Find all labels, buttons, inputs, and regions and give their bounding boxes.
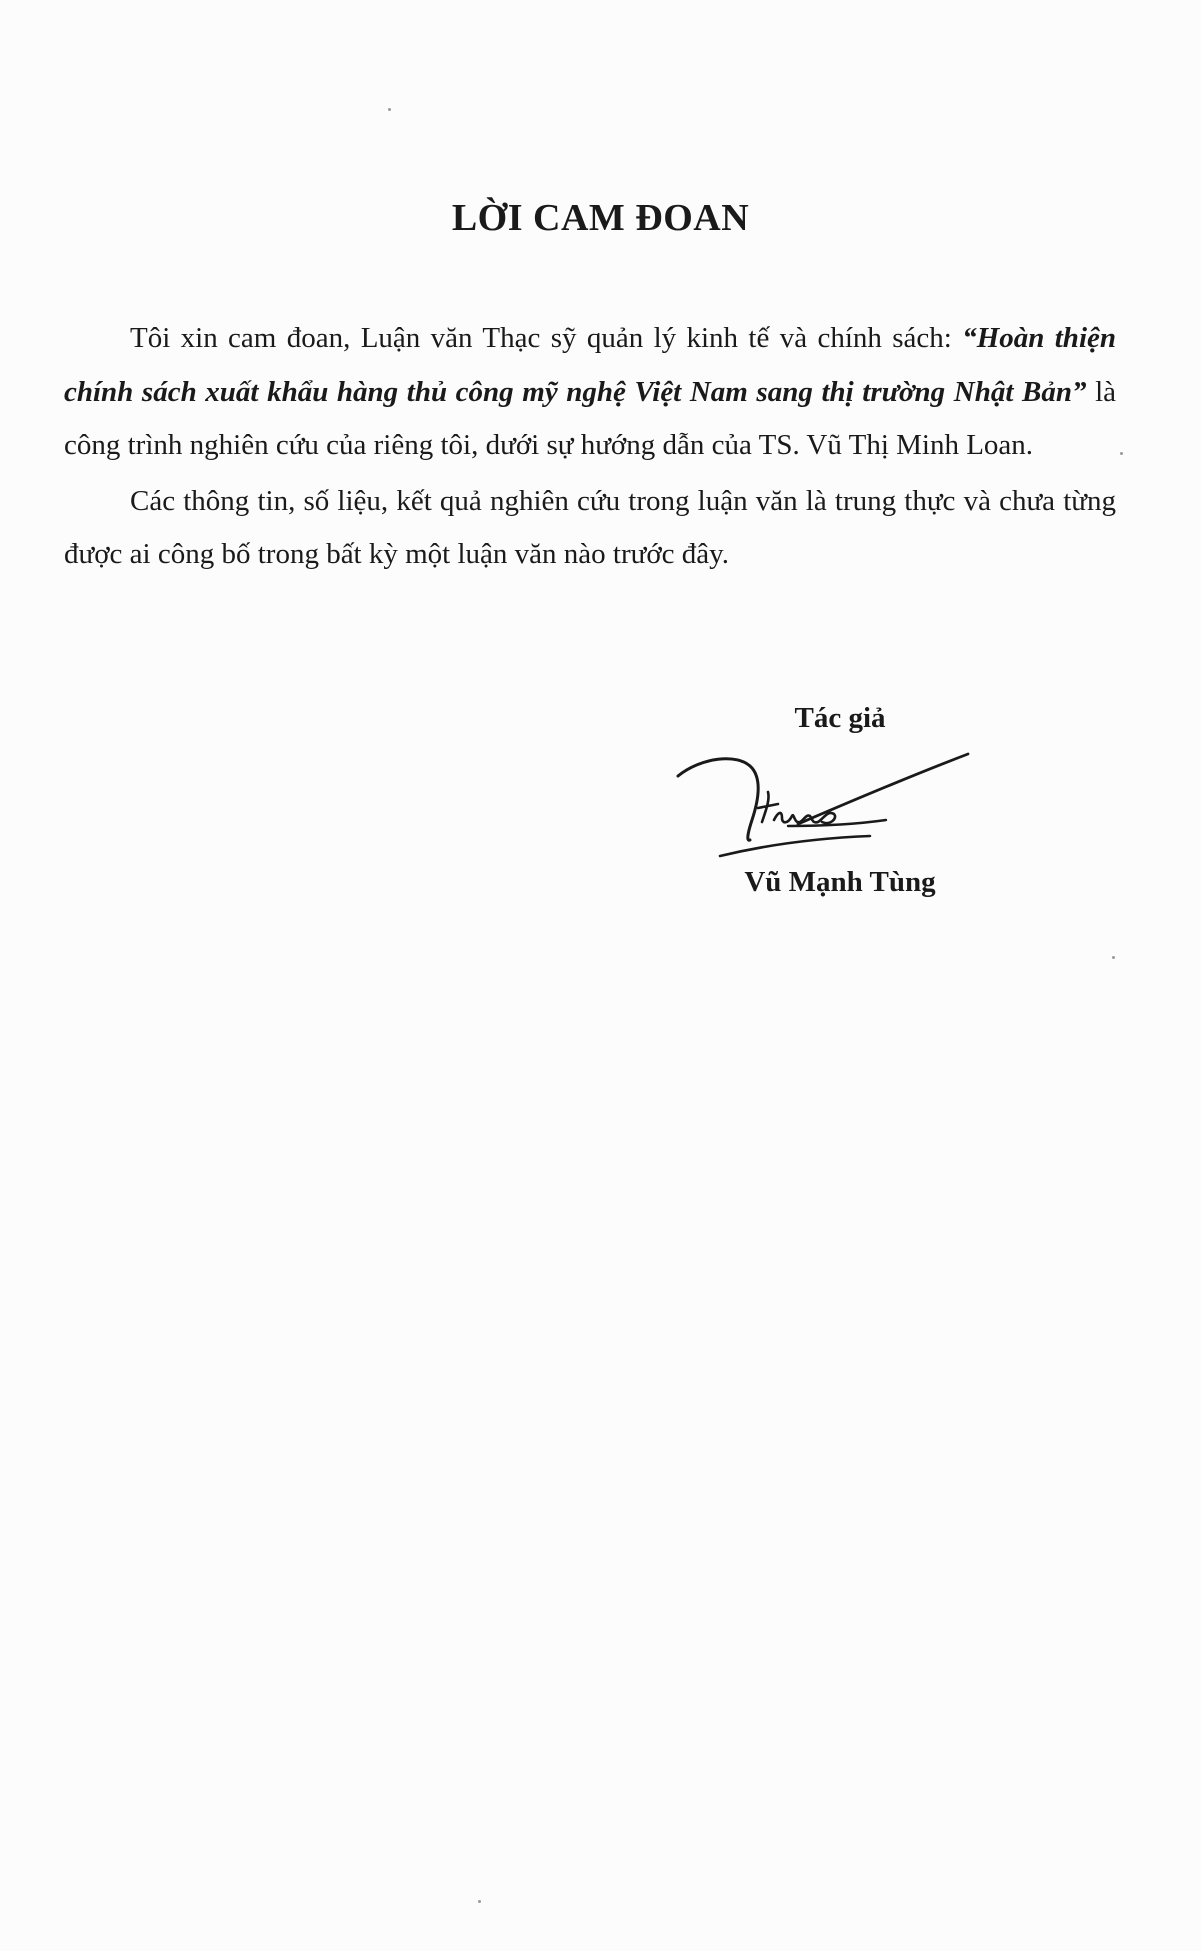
scan-speck	[388, 108, 391, 111]
scan-speck	[1120, 452, 1123, 455]
declaration-body	[64, 312, 1116, 584]
author-signature	[670, 740, 980, 870]
declaration-paragraph-1	[64, 312, 1116, 473]
paragraph-1-intro: Tôi xin cam đoan, Luận văn Thạc sỹ quản lý kinh tế và chính sách:	[130, 322, 963, 354]
declaration-paragraph-2: Các thông tin, số liệu, kết quả nghiên cứu trong luận văn là trung thực và chưa từng được ai công bố trong bất kỳ một luận văn nào trước đây.	[64, 484, 1116, 570]
author-name: Vũ Mạnh Tùng	[744, 866, 936, 898]
author-label: Tác giả	[794, 702, 886, 734]
page-title: LỜI CAM ĐOAN	[451, 197, 750, 239]
scan-speck	[1112, 956, 1115, 959]
scan-speck	[478, 1900, 481, 1903]
thesis-title: “Hoàn thiện chính sách xuất khẩu hàng thủ công mỹ nghệ Việt Nam sang thị trường Nhật Bản”	[64, 322, 1116, 408]
paragraph-1-outro: là công trình nghiên cứu của riêng tôi, dưới sự hướng dẫn của TS. Vũ Thị Minh Loan.	[64, 375, 1116, 461]
